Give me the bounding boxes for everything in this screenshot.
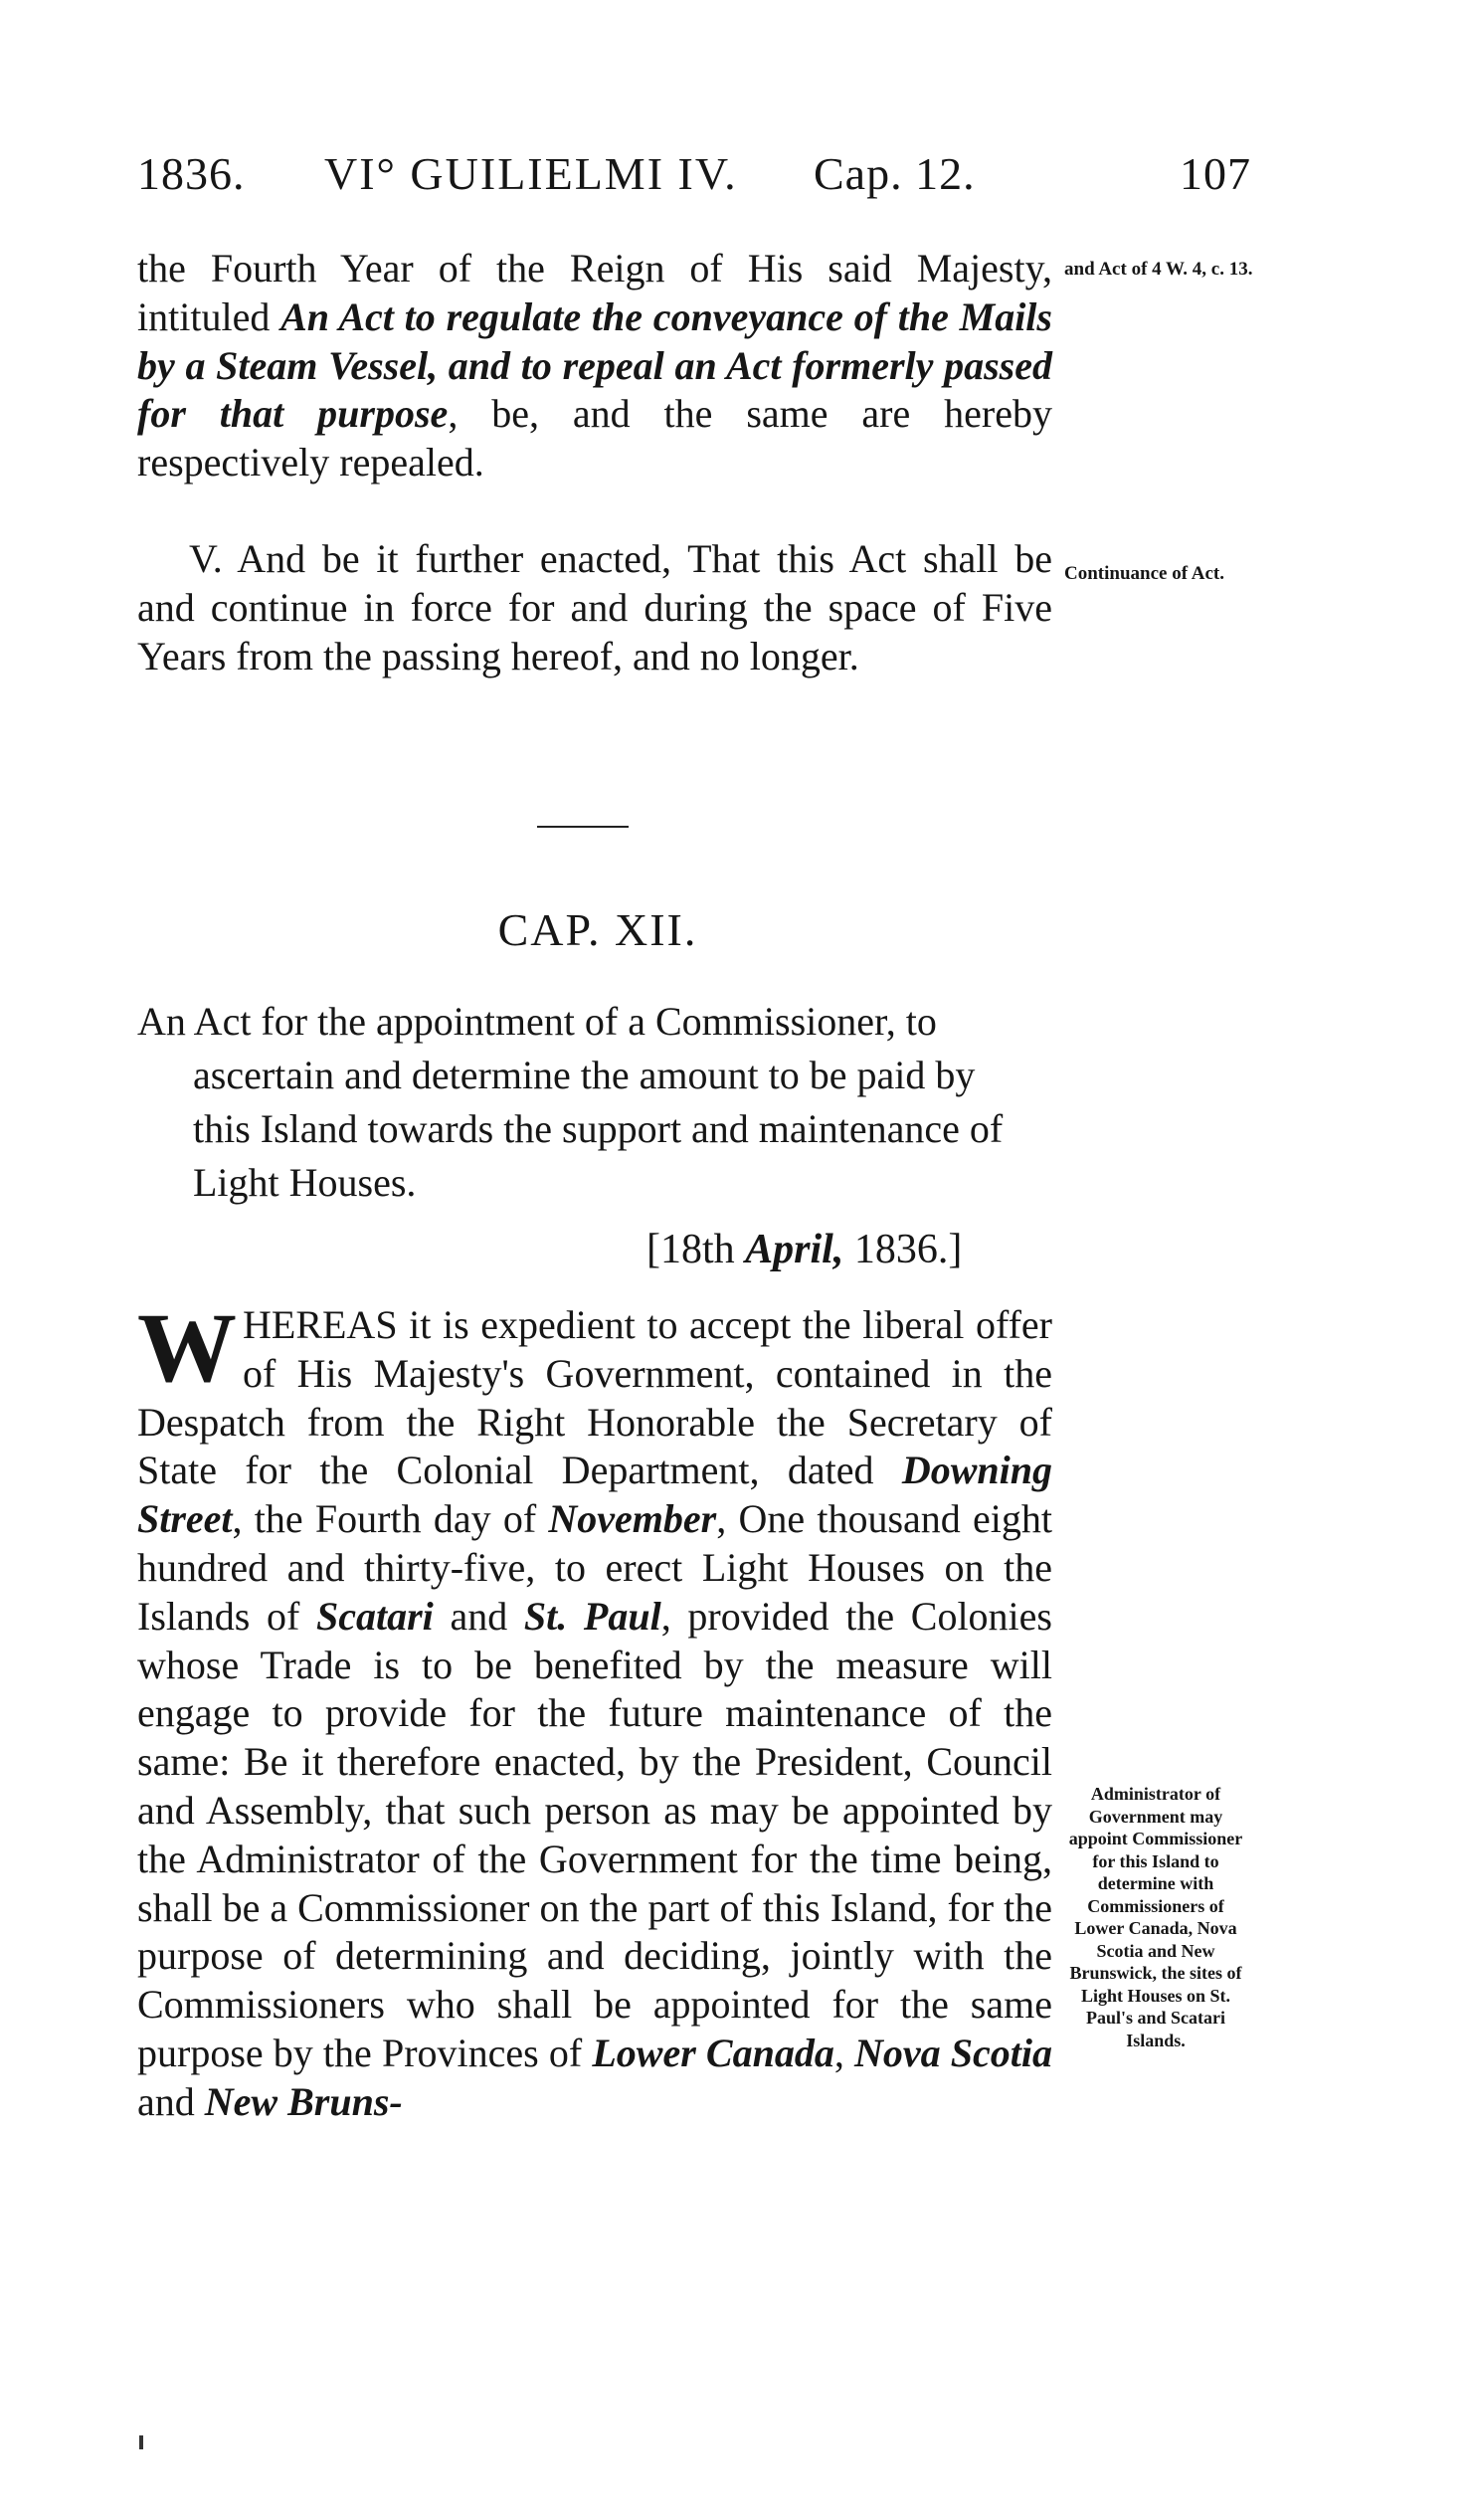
act-date: [18th April, 1836.]: [646, 1227, 963, 1272]
chapter-heading: CAP. XII.: [497, 904, 698, 955]
print-mark: [139, 2435, 143, 2449]
repealed-act-title: An Act to regulate the conveyance of the Mails by a Steam Vessel, and to repeal an Act formerly passed for that purpose: [137, 293, 1052, 437]
header-chapter: Cap. 12.: [814, 148, 976, 199]
margin-note-commissioner: Administrator of Government may appoint Commissioner for this Island to determine with Commissioners of Lower Canada, Nova Scotia and New Brunswick, the sites of Light Houses on St. Paul's and Scatari Islands.: [1068, 1784, 1243, 2050]
margin-note-continuance: Continuance of Act.: [1064, 563, 1224, 584]
preamble-paragraph: WHEREAS it is expedient to accept the liberal offer of His Majesty's Government, contained in the Despatch from the Right Honorable the Secretary of State for the Colonial Department, dated Downing Street, the Fourth day of November, One thousand eight hundred and thirty-five, to erect Light Houses on the Islands of Scatari and St. Paul, provided the Colonies whose Trade is to be benefited by the measure will engage to provide for the future maintenance of the same: Be it therefore enacted, by the President, Council and Assembly, that such person as may be appointed by the Administrator of the Government for the time being, shall be a Commissioner on the part of this Island, for the purpose of determining and deciding, jointly with the Commissioners who shall be appointed for the same purpose by the Provinces of Lower Canada, Nova Scotia and New Bruns-: [137, 1292, 1053, 2124]
drop-cap: W: [137, 1292, 237, 1403]
section-iv-paragraph: the Fourth Year of the Reign of His said Majesty, intituled An Act to regulate the conveyance of the Mails by a Steam Vessel, and to repeal an Act formerly passed for that purpose, be, and the same are hereby respectively repealed.: [137, 246, 1052, 485]
header-year: 1836.: [137, 148, 246, 199]
page-number: 107: [1180, 148, 1251, 199]
section-v-paragraph: V. And be it further enacted, That this Act shall be and continue in force for and during the space of Five Years from the passing hereof, and no longer.: [137, 536, 1052, 678]
act-preamble: [137, 1292, 1053, 2127]
section-divider: [537, 826, 629, 828]
section-iv-conclusion: [137, 245, 1052, 487]
margin-note-repeal: and Act of 4 W. 4, c. 13.: [1064, 259, 1253, 280]
header-reign: VI° GUILIELMI IV.: [324, 148, 738, 199]
running-header: [137, 147, 1251, 207]
section-v: [137, 535, 1052, 680]
act-long-title: An Act for the appointment of a Commissioner, to ascertain and determine the amount to be paid by this Island towards the support and maintenance of Light Houses.: [137, 999, 1004, 1205]
